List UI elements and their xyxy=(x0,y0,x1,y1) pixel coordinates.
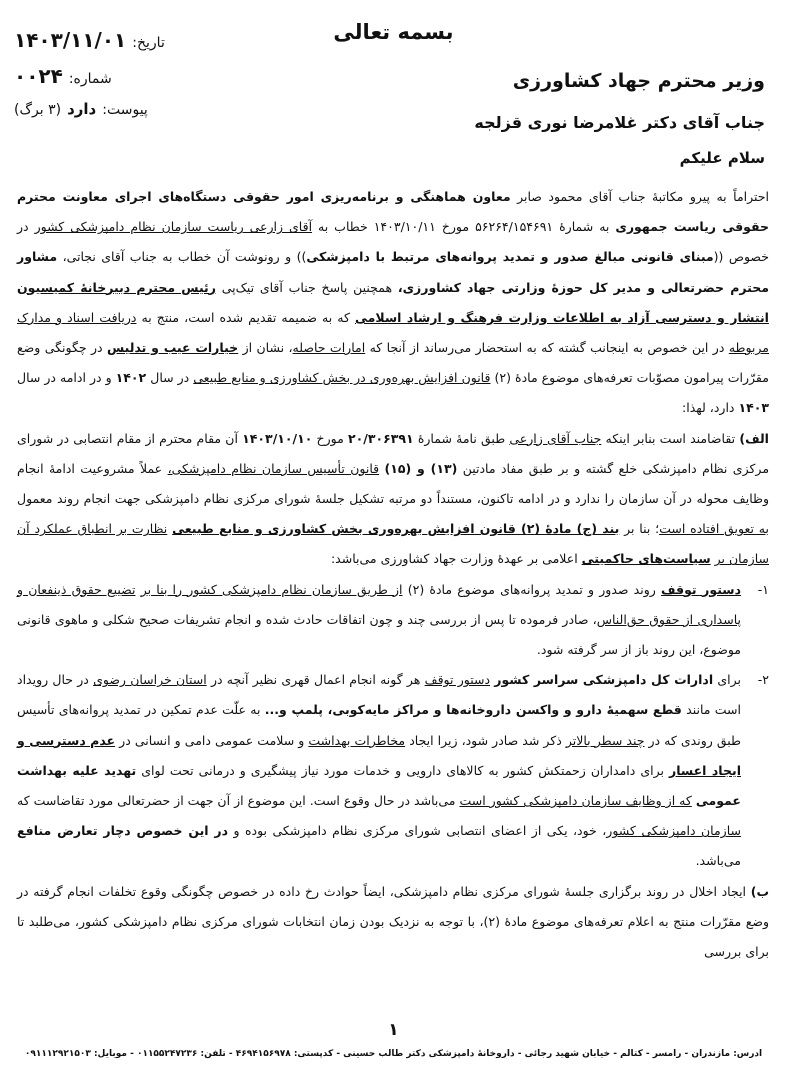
item1-text-underlined: تضییع حقوق ذینفعان و پاسداری از حقوق حق‌الناس xyxy=(17,581,741,627)
attachment-value: دارد xyxy=(67,100,97,118)
item1-text-bold: دستور توقف xyxy=(661,581,742,597)
list-item-text xyxy=(17,665,741,876)
item2-text: برای xyxy=(717,672,741,688)
item1-text: ، صادر فرموده تا پس از بررسی چند و چون اتفاقات حادث شده و انجام تشریفات صحیح شکلی و ماهوی قانونی موضوع، این روند باز از سر گرفته شود. xyxy=(17,611,741,658)
section-a-text-underlined: جناب آقای زارعی xyxy=(509,430,602,446)
section-a-text: در آن سازمان را ندارد و در ادامه تاکنون، مستنداً دو مرتبه تشکیل جلسهٔ شورای مرکزی نظام دامپزشکی جهت انجام روند معمول xyxy=(17,491,692,507)
bismillah-heading: بسمه تعالی xyxy=(333,20,454,44)
section-a-text: عملاً مشروعیت ادامهٔ انجام وظایف محوله xyxy=(17,460,769,507)
recipient-name: جناب آقای دکتر غلامرضا نوری قزلجه xyxy=(474,113,765,132)
intro-text: در این خصوص به اینجانب گشته که به استحضار می‌رساند از آنجا که xyxy=(369,340,725,356)
intro-text-underlined: دریافت اسناد و مدارک مربوطه xyxy=(17,309,769,356)
section-a-text: ؛ بنا بر xyxy=(624,521,660,537)
intro-text: احتراماً به پیرو مکاتبهٔ جناب آقای محمود صابر xyxy=(517,189,769,204)
section-a-text-underlined: به تعویق افتاده است xyxy=(659,521,769,537)
intro-text-bold: ۱۴۰۲ xyxy=(115,370,147,386)
item2-text: هر گونه انجام اعمال قهری نظیر آنچه در xyxy=(210,672,421,688)
letter-meta xyxy=(14,28,204,136)
item1-text: روند صدور و تمدید پروانه‌های موضوع مادهٔ (۲) xyxy=(407,581,656,597)
intro-text-underlined: قانون افزایش بهره‌وری در بخش کشاورزی و منابع طبیعی xyxy=(193,370,491,386)
section-a-text-underlined: قانون تأسیس سازمان نظام دامپزشکی، xyxy=(167,460,380,476)
item2-text-bold: قطع سهمیهٔ دارو و واکسن داروخانه‌ها و مراکز مایه‌کوبی، پلمپ و... xyxy=(264,702,682,718)
item2-text: می‌باشد در حال وقوع است. این موضوع از آن جهت از حضرتعالی مورد تقاضاست که xyxy=(17,793,456,809)
attachment-label: پیوست: xyxy=(102,102,148,118)
attachment-row xyxy=(14,100,204,136)
item2-text: ذکر شد صادر شود، زیرا ایجاد xyxy=(409,732,562,748)
item2-text: و سلامت عمومی دامی و انسانی در xyxy=(119,732,305,748)
list-item-1 xyxy=(17,575,769,666)
intro-text: همچنین پاسخ جناب آقای تیک‌پی xyxy=(221,279,393,295)
intro-text: )) و رونوشت آن خطاب به جناب آقای نجاتی، xyxy=(62,249,307,265)
section-a-text-bold-underlined: بند (ج) مادهٔ (۲) قانون افزایش بهره‌وری بخش کشاورزی و منابع طبیعی xyxy=(172,521,620,537)
section-b-key: ب) xyxy=(750,883,770,899)
date-label: تاریخ: xyxy=(132,35,165,51)
date-row xyxy=(14,28,204,64)
section-a-text: طبق نامهٔ شمارهٔ xyxy=(417,430,506,446)
intro-text: در خصوص (( xyxy=(17,219,769,265)
item2-text: به علّت عدم تمکین در تمدید پروانه‌های تأسیس طبق روندی که در xyxy=(17,702,741,748)
section-a-text-bold: (۱۳) و (۱۵) xyxy=(384,460,458,476)
intro-text: دارد، لهذا: xyxy=(682,400,735,416)
item2-text-bold: در این خصوص دچار تعارض منافع xyxy=(17,823,229,839)
section-b-paragraph xyxy=(17,877,769,968)
item2-text-underlined: سازمان دامپزشکی کشور xyxy=(606,823,741,839)
footer-address: آدرس: مازندران - رامسر - کتالم - خیابان شهید رجائی - داروخانهٔ دامپزشکی دکتر طالب حسینی - کدپستی: ۴۶۹۴۱۵۶۹۷۸ - تلفن: ۰۱۱۵۵۲۴۷۲۳۶ - موبایل: ۰۹۱۱۱۲۹۲۱۵۰۳ xyxy=(24,1049,763,1059)
section-a-text-bold: ۱۴۰۳/۱۰/۱۰ xyxy=(242,430,313,446)
number-value: ۰۰۲۴ xyxy=(14,64,63,88)
intro-text-bold-underlined: خیارات عیب و تدلیس xyxy=(107,340,239,356)
list-item-number: ۲- xyxy=(757,672,769,688)
greeting: سلام علیکم xyxy=(679,149,765,167)
intro-paragraph xyxy=(17,182,769,424)
item2-text-bold: ادارات کل دامپزشکی سراسر کشور xyxy=(494,672,714,688)
date-value: ۱۴۰۳/۱۱/۰۱ xyxy=(14,28,127,52)
intro-text-bold: مشاور محترم حضرتعالی و مدیر کل حوزهٔ وزارتی جهاد کشاورزی، xyxy=(17,249,769,295)
intro-text: در چگونگی وضع مقرّرات پیرامون مصوّبات تعرفه‌های موضوع مادهٔ (۲) xyxy=(17,340,769,386)
intro-text-bold: معاون هماهنگی و برنامه‌ریزی امور حقوقی دستگاه‌های اجرای معاونت محترم حقوقی ریاست جمهوری xyxy=(17,189,769,235)
intro-text: و در ادامه در سال xyxy=(17,370,112,386)
list-item-text xyxy=(17,575,741,666)
section-a-text: مورخ xyxy=(316,430,344,446)
item2-text-underlined: استان خراسان رضوی xyxy=(93,672,207,688)
item2-text-underlined: چند سطر بالاتر xyxy=(565,732,645,748)
item2-text: در حال رویداد است مانند xyxy=(17,672,741,718)
recipient-title: وزیر محترم جهاد کشاورزی xyxy=(512,70,765,92)
intro-text: ، نشان از xyxy=(242,340,293,356)
section-a-text-underlined: نظارت بر انطباق عملکرد آن سازمان بر xyxy=(17,521,769,567)
number-label: شماره: xyxy=(68,71,112,87)
intro-text-underlined: امارات حاصله xyxy=(292,340,366,356)
item2-text: ، خود، یکی از اعضای انتصابی شورای مرکزی نظام دامپزشکی بوده و xyxy=(233,823,607,839)
section-a-text-bold-underlined: سیاست‌های حاکمیتی xyxy=(581,551,711,567)
list-item-number: ۱- xyxy=(757,581,769,597)
section-a-text: آن مقام محترم از مقام انتصابی در شورای مرکزی نظام دامپزشکی خلع گشته و بر طبق مفاد مادتین xyxy=(17,430,770,476)
section-a-text: تقاضامند است بنابر اینکه xyxy=(605,430,736,446)
intro-text-underlined: آقای زارعی ریاست سازمان نظام دامپزشکی کشور xyxy=(34,219,313,235)
intro-text-bold-underlined: رئیس محترم دبیرخانهٔ کمیسیون انتشار و دسترسی آزاد به اطلاعات وزارت فرهنگ و ارشاد اسلامی xyxy=(17,279,769,325)
page-number: ۱ xyxy=(388,1020,399,1040)
item2-text-bold: تهدید علیه بهداشت عمومی xyxy=(17,762,741,809)
item2-text: برای دامداران زحمتکش کشور به کالاهای دارویی و خدمات مورد نیاز پیشگیری و درمانی تحت لوای xyxy=(141,762,664,778)
section-a-text-bold: ۲۰/۳۰۶۳۹۱ xyxy=(348,430,414,446)
item2-text-underlined: که از وظایف سازمان دامپزشکی کشور است xyxy=(459,793,692,809)
item2-text: می‌باشد. xyxy=(695,853,741,869)
attachment-pages: (۳ برگ) xyxy=(14,102,62,118)
intro-text: به شمارهٔ ۵۶۲۶۴/۱۵۴۶۹۱ مورخ ۱۴۰۳/۱۰/۱۱ خطاب به xyxy=(318,219,610,235)
item2-text-underlined: دستور توقف xyxy=(424,672,491,688)
intro-text: که به ضمیمه تقدیم شده است، منتج به xyxy=(141,309,350,325)
item1-text-underlined: از طریق سازمان نظام دامپزشکی کشور را بنا بر xyxy=(140,581,403,597)
item2-text-bold-underlined: عدم دسترسی و ایجاد اعسار xyxy=(17,732,741,778)
intro-text-bold: مبنای قانونی مبالغ صدور و تمدید پروانه‌های مرتبط با دامپزشکی xyxy=(306,249,714,265)
section-a-key: الف) xyxy=(739,430,769,446)
section-a-text: اعلامی بر عهدهٔ وزارت جهاد کشاورزی می‌باشد: xyxy=(330,551,578,567)
letter-body xyxy=(17,182,769,967)
number-row xyxy=(14,64,204,100)
list-item-2 xyxy=(17,665,769,876)
section-a-paragraph xyxy=(17,424,769,575)
item2-text-underlined: مخاطرات بهداشت xyxy=(308,732,406,748)
section-b-text: ایجاد اخلال در روند برگزاری جلسهٔ شورای مرکزی نظام دامپزشکی، ایضاً حوادث رخ داده در خصوص چگونگی وقوع تخلفات انجام گرفته در وضع مقرّرات منتج به اعلام تعرفه‌های موضوع مادهٔ (۲)، با توجه به نزدیک بودن زمان انتخابات شورای مرکزی نظام دامپزشکی کشور، می‌طلبد تا برای بررسی xyxy=(17,883,770,960)
intro-text-bold: ۱۴۰۳ xyxy=(738,400,769,416)
intro-text: در سال xyxy=(150,370,190,386)
